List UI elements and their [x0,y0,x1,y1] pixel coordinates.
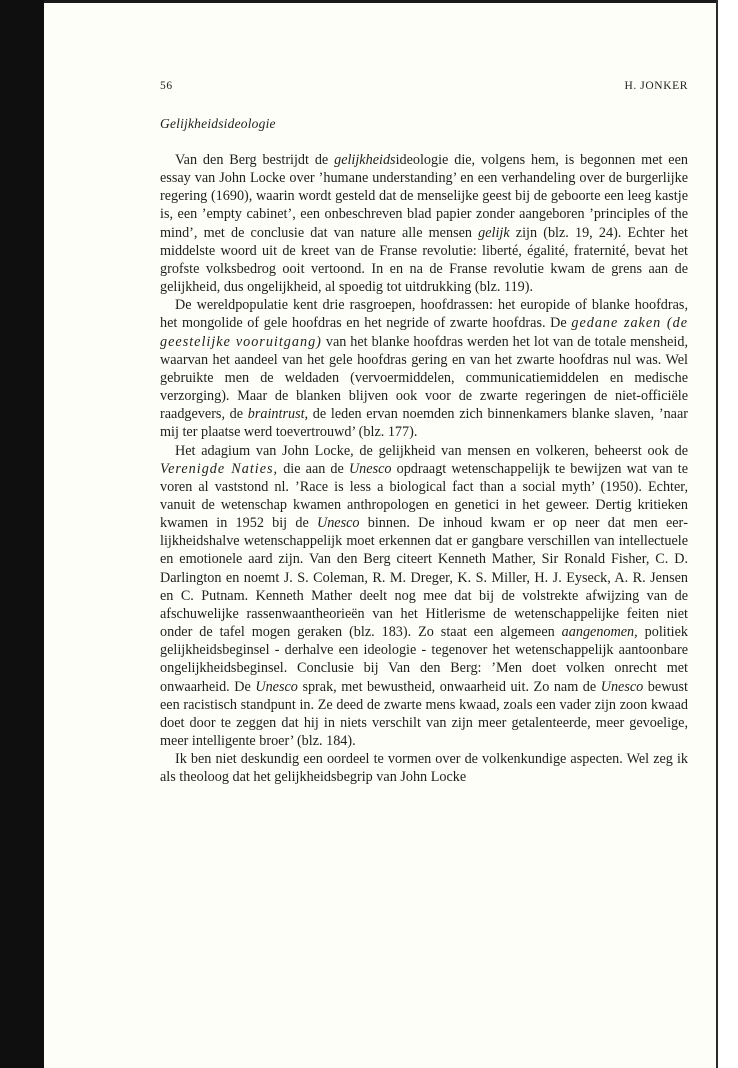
emphasized-text: Unesco [600,678,644,695]
emphasized-text: Unesco [348,460,392,477]
body-text [160,151,688,786]
body-paragraph [160,750,688,786]
body-paragraph [160,151,688,296]
page-number: 56 [160,80,173,92]
body-paragraph [160,442,688,751]
paragraph-text: Van den Berg bestrijdt de [175,152,335,168]
page-content [160,80,688,786]
paragraph-text: ideologie die, volgens hem, is begonnen met een essay van John Locke over ’humane understanding’ en een verhandeling over de burgerlijke regering (1690), waarin wordt gesteld dat de menselijke geest bij de geboorte een leeg kastje is, een ’empty cabinet’, een onbeschreven blad papier zonder aangeboren ’principles of the mind’, met de conclusie dat van nature alle mensen [160,152,688,241]
scan-border-top [0,0,738,3]
paragraph-text: de leden ervan noemden zich binnenkamers blanke slaven, ’naar mij ter plaatse werd toevertrouwd’ (blz. 177). [160,406,688,441]
emphasized-text: gelijkheids [334,152,396,168]
paragraph-text: Het adagium van John Locke, de gelijkheid van mensen en volkeren, beheerst ook de [175,442,688,459]
emphasized-text: braintrust, [247,406,309,423]
paragraph-text: opdraagt wetenschappelijk te bewijzen wat van te voren al vaststond nl. ’Race is less a biological fact than a social myth’ (1950). Echter, vanuit de wetenschap kwamen anthropologen en genetici in het geweer. Dertig kritieken kwamen in 1952 bij de [160,460,688,532]
scan-border-left [0,0,44,1068]
running-head-author: H. JONKER [624,80,688,92]
emphasized-text: Unesco [255,678,298,695]
paragraph-text: politiek gelijkheidsbeginsel - derhalve een ideologie - tegenover het wetenschappelijk aantoonbare ongelijkheidsbeginsel. Conclusie bij Van den Berg: ’Men doet volken onrecht met onwaarheid. De [160,624,688,695]
paragraph-text: bewust een racistisch standpunt in. Ze deed de zwarte mens kwaad, zoals een vader zijn zoon kwaad doet door te zeggen dat hij in niets verschilt van zijn meer getalenteerde, meer gevoelige, meer intelligente broer’ (blz. 184). [160,678,688,749]
paragraph-text: zijn (blz. 19, 24). Echter het middelste woord uit de kreet van de Franse revolutie: liberté, égalité, fraternité, bevat het grofste volksbedrog ooit vertoond. In en na de Franse revolutie kwam de grens aan de gelijkheid, dus ongelijkheid, al spoedig tot uitdrukking (blz. 119). [160,224,688,296]
emphasized-text: Unesco [316,515,360,532]
emphasized-text: Verenigde Naties, [160,460,279,477]
paragraph-text: van het blanke hoofdras werden het lot van de totale mensheid, waarvan het aandeel van het gele hoofdras gering en van het zwarte hoofdras nul was. Wel gebruikte men de weldaden (vervoermiddelen, communicatiemiddelen en medische verzorging). Maar de blanken blijven ook voor de zwarte regeringen de niet-officiële raadgevers, de [160,333,688,423]
paragraph-text: binnen. De inhoud kwam er op neer dat men eerlijkheidshalve wetenschappelijk moet erkennen dat er gangbare verschillen van intellectuele en emotionele aard zijn. Van den Berg citeert Kenneth Mather, Sir Ronald Fisher, C. D. Darlington en noemt J. S. Coleman, R. M. Dreger, K. S. Miller, H. J. Eyseck, A. R. Jensen en C. Putnam. Kenneth Mather deelt nog mee dat bij de volstrekte afwijzing van de afschuwelijke rassenwaantheorieën van het Hitlerisme de wetenschappelijke feiten niet onder de tafel mogen geraken (blz. 183). Zo staat een algemeen [160,515,688,641]
paragraph-text: Ik ben niet deskundig een oordeel te vormen over de volkenkundige aspecten. Wel zeg ik als theoloog dat het gelijkheidsbegrip van John Locke [160,751,688,786]
emphasized-text: aangenomen, [561,624,638,641]
running-head [160,80,688,98]
paragraph-text: sprak, met bewustheid, onwaarheid uit. Zo nam de [297,678,601,695]
body-paragraph [160,296,688,441]
section-title: Gelijkheidsideologie [160,116,276,131]
paragraph-text: die aan de [278,460,349,477]
emphasized-text: gedane zaken (de geestelijke vooruitgang) [160,315,688,350]
scan-margin-right [718,0,738,1068]
paragraph-text: De wereldpopulatie kent drie rasgroepen, hoofdrassen: het europide of blanke hoofdras, het mongolide of gele hoofdras en het negride of zwarte hoofdras. De [160,297,688,332]
emphasized-text: gelijk [478,224,510,241]
